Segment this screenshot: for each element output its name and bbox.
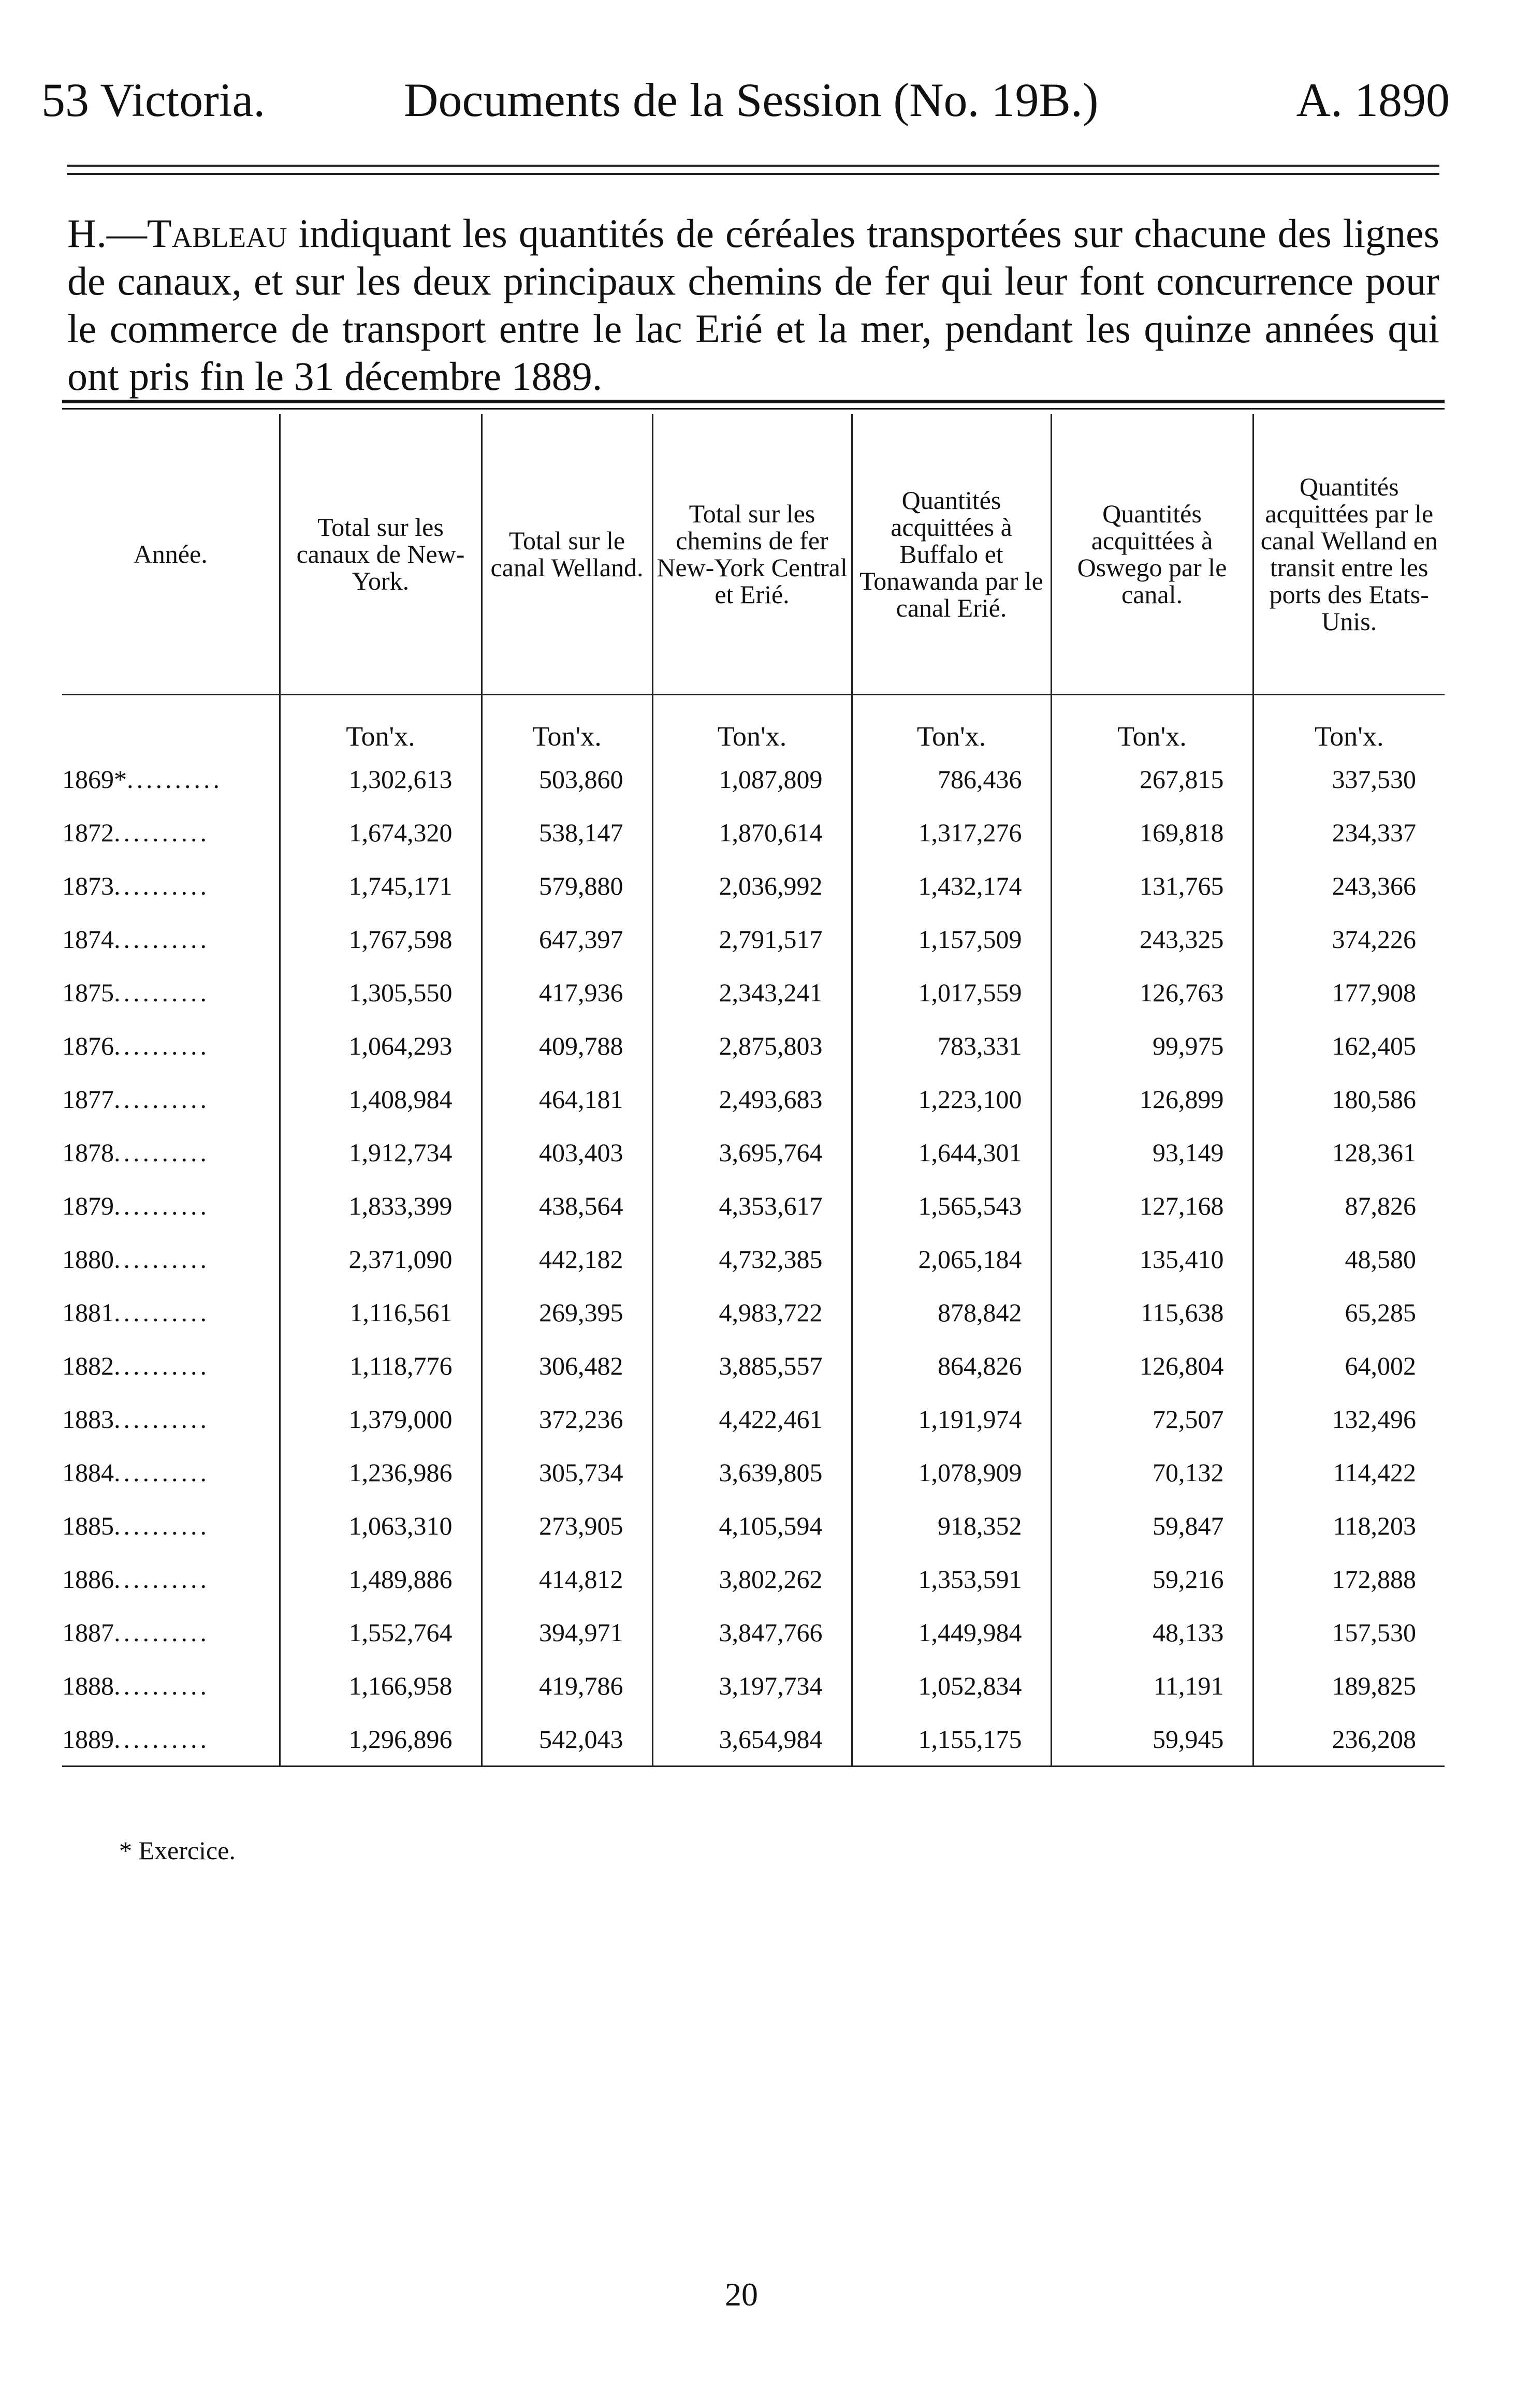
table-row bbox=[62, 752, 1445, 806]
unit-cell: Ton'x. bbox=[1051, 695, 1253, 753]
leader-dots: .......... bbox=[114, 1031, 210, 1060]
year-label: 1882 bbox=[62, 1351, 114, 1380]
value-cell: 115,638 bbox=[1051, 1286, 1253, 1339]
unit-cell-empty bbox=[62, 695, 280, 753]
value-cell: 1,017,559 bbox=[852, 966, 1051, 1019]
value-cell: 918,352 bbox=[852, 1499, 1051, 1552]
value-cell: 118,203 bbox=[1253, 1499, 1445, 1552]
table-row bbox=[62, 1446, 1445, 1499]
value-cell: 2,065,184 bbox=[852, 1232, 1051, 1286]
value-cell: 172,888 bbox=[1253, 1552, 1445, 1606]
column-header-year: Année. bbox=[62, 414, 280, 695]
value-cell: 59,216 bbox=[1051, 1552, 1253, 1606]
value-cell: 1,063,310 bbox=[280, 1499, 482, 1552]
table-title-label: H.—Tableau bbox=[67, 211, 287, 256]
value-cell: 132,496 bbox=[1253, 1392, 1445, 1446]
table-row bbox=[62, 1499, 1445, 1552]
table-row bbox=[62, 1392, 1445, 1446]
value-cell: 59,945 bbox=[1051, 1712, 1253, 1767]
year-cell bbox=[62, 752, 280, 806]
value-cell: 1,052,834 bbox=[852, 1659, 1051, 1712]
table-row bbox=[62, 1552, 1445, 1606]
grain-transport-table bbox=[62, 414, 1445, 1767]
value-cell: 1,116,561 bbox=[280, 1286, 482, 1339]
value-cell: 419,786 bbox=[482, 1659, 652, 1712]
value-cell: 542,043 bbox=[482, 1712, 652, 1767]
year-cell bbox=[62, 1179, 280, 1232]
year-label: 1883 bbox=[62, 1404, 114, 1434]
value-cell: 126,804 bbox=[1051, 1339, 1253, 1392]
value-cell: 1,166,958 bbox=[280, 1659, 482, 1712]
leader-dots: .......... bbox=[127, 764, 223, 794]
value-cell: 127,168 bbox=[1051, 1179, 1253, 1232]
unit-row bbox=[62, 695, 1445, 753]
value-cell: 647,397 bbox=[482, 912, 652, 966]
value-cell: 11,191 bbox=[1051, 1659, 1253, 1712]
value-cell: 372,236 bbox=[482, 1392, 652, 1446]
value-cell: 2,791,517 bbox=[652, 912, 852, 966]
value-cell: 48,133 bbox=[1051, 1606, 1253, 1659]
value-cell: 126,763 bbox=[1051, 966, 1253, 1019]
value-cell: 337,530 bbox=[1253, 752, 1445, 806]
value-cell: 3,847,766 bbox=[652, 1606, 852, 1659]
column-header-welland-transit: Quantités acquittées par le canal Welland en transit entre les ports des Etats-Unis. bbox=[1253, 414, 1445, 695]
year-label: 1878 bbox=[62, 1137, 114, 1167]
value-cell: 783,331 bbox=[852, 1019, 1051, 1072]
value-cell: 374,226 bbox=[1253, 912, 1445, 966]
value-cell: 93,149 bbox=[1051, 1126, 1253, 1179]
value-cell: 2,036,992 bbox=[652, 859, 852, 912]
value-cell: 169,818 bbox=[1051, 806, 1253, 859]
value-cell: 162,405 bbox=[1253, 1019, 1445, 1072]
value-cell: 1,305,550 bbox=[280, 966, 482, 1019]
column-header-new-york-canals: Total sur les canaux de New-York. bbox=[280, 414, 482, 695]
year-label: 1886 bbox=[62, 1564, 114, 1594]
value-cell: 2,343,241 bbox=[652, 966, 852, 1019]
value-cell: 65,285 bbox=[1253, 1286, 1445, 1339]
table-row bbox=[62, 1606, 1445, 1659]
header-rule-bottom bbox=[67, 173, 1439, 175]
value-cell: 128,361 bbox=[1253, 1126, 1445, 1179]
value-cell: 4,422,461 bbox=[652, 1392, 852, 1446]
year-label: 1884 bbox=[62, 1457, 114, 1487]
table-row bbox=[62, 1019, 1445, 1072]
year-label: 1889 bbox=[62, 1724, 114, 1754]
session-regnal-year: 53 Victoria. bbox=[41, 74, 266, 126]
table-row bbox=[62, 1659, 1445, 1712]
value-cell: 2,875,803 bbox=[652, 1019, 852, 1072]
table-title bbox=[67, 210, 1439, 400]
year-label: 1881 bbox=[62, 1297, 114, 1327]
value-cell: 1,191,974 bbox=[852, 1392, 1051, 1446]
value-cell: 409,788 bbox=[482, 1019, 652, 1072]
table-top-rule-thick bbox=[62, 400, 1445, 403]
table-row bbox=[62, 1712, 1445, 1767]
footnote: * Exercice. bbox=[119, 1836, 236, 1865]
value-cell: 189,825 bbox=[1253, 1659, 1445, 1712]
value-cell: 4,732,385 bbox=[652, 1232, 852, 1286]
value-cell: 3,654,984 bbox=[652, 1712, 852, 1767]
table-row bbox=[62, 912, 1445, 966]
value-cell: 1,552,764 bbox=[280, 1606, 482, 1659]
leader-dots: .......... bbox=[114, 1404, 210, 1434]
value-cell: 177,908 bbox=[1253, 966, 1445, 1019]
value-cell: 2,371,090 bbox=[280, 1232, 482, 1286]
value-cell: 1,449,984 bbox=[852, 1606, 1051, 1659]
value-cell: 579,880 bbox=[482, 859, 652, 912]
value-cell: 538,147 bbox=[482, 806, 652, 859]
year-cell bbox=[62, 1126, 280, 1179]
value-cell: 4,353,617 bbox=[652, 1179, 852, 1232]
table-row bbox=[62, 859, 1445, 912]
unit-cell: Ton'x. bbox=[1253, 695, 1445, 753]
value-cell: 236,208 bbox=[1253, 1712, 1445, 1767]
leader-dots: .......... bbox=[114, 1457, 210, 1487]
table-row bbox=[62, 806, 1445, 859]
value-cell: 114,422 bbox=[1253, 1446, 1445, 1499]
value-cell: 234,337 bbox=[1253, 806, 1445, 859]
year-label: 1874 bbox=[62, 924, 114, 954]
value-cell: 1,317,276 bbox=[852, 806, 1051, 859]
value-cell: 1,078,909 bbox=[852, 1446, 1051, 1499]
table-row bbox=[62, 1179, 1445, 1232]
running-head bbox=[41, 72, 1450, 129]
value-cell: 1,912,734 bbox=[280, 1126, 482, 1179]
value-cell: 273,905 bbox=[482, 1499, 652, 1552]
data-table bbox=[62, 414, 1445, 1767]
year-label: 1880 bbox=[62, 1244, 114, 1274]
value-cell: 786,436 bbox=[852, 752, 1051, 806]
value-cell: 180,586 bbox=[1253, 1072, 1445, 1126]
year-label: 1885 bbox=[62, 1511, 114, 1540]
value-cell: 135,410 bbox=[1051, 1232, 1253, 1286]
value-cell: 3,197,734 bbox=[652, 1659, 852, 1712]
document-series-title: Documents de la Session (No. 19B.) bbox=[404, 74, 1099, 126]
year-cell bbox=[62, 859, 280, 912]
year-label: 1875 bbox=[62, 977, 114, 1007]
column-header-oswego: Quantités acquittées à Oswego par le canal. bbox=[1051, 414, 1253, 695]
value-cell: 157,530 bbox=[1253, 1606, 1445, 1659]
value-cell: 403,403 bbox=[482, 1126, 652, 1179]
publication-year: A. 1890 bbox=[1296, 74, 1450, 126]
value-cell: 243,366 bbox=[1253, 859, 1445, 912]
value-cell: 126,899 bbox=[1051, 1072, 1253, 1126]
leader-dots: .......... bbox=[114, 1137, 210, 1167]
leader-dots: .......... bbox=[114, 818, 210, 847]
unit-cell: Ton'x. bbox=[280, 695, 482, 753]
value-cell: 394,971 bbox=[482, 1606, 652, 1659]
unit-cell: Ton'x. bbox=[852, 695, 1051, 753]
value-cell: 1,118,776 bbox=[280, 1339, 482, 1392]
value-cell: 414,812 bbox=[482, 1552, 652, 1606]
leader-dots: .......... bbox=[114, 1244, 210, 1274]
year-label: 1876 bbox=[62, 1031, 114, 1060]
value-cell: 4,983,722 bbox=[652, 1286, 852, 1339]
value-cell: 2,493,683 bbox=[652, 1072, 852, 1126]
value-cell: 1,236,986 bbox=[280, 1446, 482, 1499]
year-cell bbox=[62, 1019, 280, 1072]
value-cell: 1,087,809 bbox=[652, 752, 852, 806]
value-cell: 305,734 bbox=[482, 1446, 652, 1499]
value-cell: 243,325 bbox=[1051, 912, 1253, 966]
value-cell: 1,833,399 bbox=[280, 1179, 482, 1232]
table-row bbox=[62, 1072, 1445, 1126]
value-cell: 306,482 bbox=[482, 1339, 652, 1392]
value-cell: 4,105,594 bbox=[652, 1499, 852, 1552]
column-header-railways: Total sur les chemins de fer New-York Central et Erié. bbox=[652, 414, 852, 695]
leader-dots: .......... bbox=[114, 1297, 210, 1327]
value-cell: 267,815 bbox=[1051, 752, 1253, 806]
value-cell: 131,765 bbox=[1051, 859, 1253, 912]
year-cell bbox=[62, 1659, 280, 1712]
value-cell: 3,639,805 bbox=[652, 1446, 852, 1499]
value-cell: 1,064,293 bbox=[280, 1019, 482, 1072]
value-cell: 1,674,320 bbox=[280, 806, 482, 859]
year-label: 1869* bbox=[62, 764, 127, 794]
table-row bbox=[62, 1232, 1445, 1286]
unit-cell: Ton'x. bbox=[482, 695, 652, 753]
table-row bbox=[62, 1126, 1445, 1179]
leader-dots: .......... bbox=[114, 1564, 210, 1594]
value-cell: 59,847 bbox=[1051, 1499, 1253, 1552]
header-row bbox=[62, 414, 1445, 695]
year-cell bbox=[62, 1339, 280, 1392]
value-cell: 1,644,301 bbox=[852, 1126, 1051, 1179]
value-cell: 1,296,896 bbox=[280, 1712, 482, 1767]
value-cell: 1,489,886 bbox=[280, 1552, 482, 1606]
value-cell: 72,507 bbox=[1051, 1392, 1253, 1446]
year-cell bbox=[62, 1392, 280, 1446]
value-cell: 1,223,100 bbox=[852, 1072, 1051, 1126]
value-cell: 1,353,591 bbox=[852, 1552, 1051, 1606]
year-cell bbox=[62, 966, 280, 1019]
leader-dots: .......... bbox=[114, 1724, 210, 1754]
value-cell: 503,860 bbox=[482, 752, 652, 806]
value-cell: 1,565,543 bbox=[852, 1179, 1051, 1232]
value-cell: 64,002 bbox=[1253, 1339, 1445, 1392]
year-cell bbox=[62, 1286, 280, 1339]
column-header-buffalo-tonawanda: Quantités acquittées à Buffalo et Tonawanda par le canal Erié. bbox=[852, 414, 1051, 695]
table-top-rule-thin bbox=[62, 408, 1445, 410]
year-cell bbox=[62, 1232, 280, 1286]
value-cell: 878,842 bbox=[852, 1286, 1051, 1339]
value-cell: 1,432,174 bbox=[852, 859, 1051, 912]
page-number: 20 bbox=[725, 2276, 758, 2313]
year-label: 1873 bbox=[62, 871, 114, 900]
year-cell bbox=[62, 1552, 280, 1606]
unit-cell: Ton'x. bbox=[652, 695, 852, 753]
year-label: 1877 bbox=[62, 1084, 114, 1114]
year-cell bbox=[62, 1072, 280, 1126]
value-cell: 3,695,764 bbox=[652, 1126, 852, 1179]
leader-dots: .......... bbox=[114, 924, 210, 954]
value-cell: 1,870,614 bbox=[652, 806, 852, 859]
year-cell bbox=[62, 1606, 280, 1659]
column-header-welland-canal: Total sur le canal Welland. bbox=[482, 414, 652, 695]
year-cell bbox=[62, 806, 280, 859]
value-cell: 1,302,613 bbox=[280, 752, 482, 806]
header-rule-top bbox=[67, 165, 1439, 167]
table-title-text: indiquant les quantités de céréales transportées sur chacune des lignes de canaux, et sur les deux principaux chemins de fer qui leur font concurrence pour le commerce de transport entre le lac Erié et la mer, pendant les quinze années qui ont pris fin le 31 décembre 1889. bbox=[67, 211, 1439, 399]
year-label: 1888 bbox=[62, 1671, 114, 1700]
year-cell bbox=[62, 1446, 280, 1499]
value-cell: 864,826 bbox=[852, 1339, 1051, 1392]
year-cell bbox=[62, 1712, 280, 1767]
value-cell: 1,157,509 bbox=[852, 912, 1051, 966]
leader-dots: .......... bbox=[114, 871, 210, 900]
value-cell: 438,564 bbox=[482, 1179, 652, 1232]
value-cell: 464,181 bbox=[482, 1072, 652, 1126]
table-row bbox=[62, 966, 1445, 1019]
value-cell: 87,826 bbox=[1253, 1179, 1445, 1232]
value-cell: 99,975 bbox=[1051, 1019, 1253, 1072]
value-cell: 3,802,262 bbox=[652, 1552, 852, 1606]
value-cell: 1,408,984 bbox=[280, 1072, 482, 1126]
year-label: 1872 bbox=[62, 818, 114, 847]
leader-dots: .......... bbox=[114, 1671, 210, 1700]
value-cell: 1,155,175 bbox=[852, 1712, 1051, 1767]
year-cell bbox=[62, 912, 280, 966]
value-cell: 1,745,171 bbox=[280, 859, 482, 912]
value-cell: 1,379,000 bbox=[280, 1392, 482, 1446]
value-cell: 1,767,598 bbox=[280, 912, 482, 966]
value-cell: 442,182 bbox=[482, 1232, 652, 1286]
year-label: 1887 bbox=[62, 1617, 114, 1647]
leader-dots: .......... bbox=[114, 1511, 210, 1540]
value-cell: 269,395 bbox=[482, 1286, 652, 1339]
value-cell: 70,132 bbox=[1051, 1446, 1253, 1499]
leader-dots: .......... bbox=[114, 1351, 210, 1380]
value-cell: 3,885,557 bbox=[652, 1339, 852, 1392]
year-cell bbox=[62, 1499, 280, 1552]
leader-dots: .......... bbox=[114, 1084, 210, 1114]
value-cell: 417,936 bbox=[482, 966, 652, 1019]
leader-dots: .......... bbox=[114, 1191, 210, 1220]
value-cell: 48,580 bbox=[1253, 1232, 1445, 1286]
leader-dots: .......... bbox=[114, 977, 210, 1007]
table-row bbox=[62, 1286, 1445, 1339]
leader-dots: .......... bbox=[114, 1617, 210, 1647]
year-label: 1879 bbox=[62, 1191, 114, 1220]
table-row bbox=[62, 1339, 1445, 1392]
